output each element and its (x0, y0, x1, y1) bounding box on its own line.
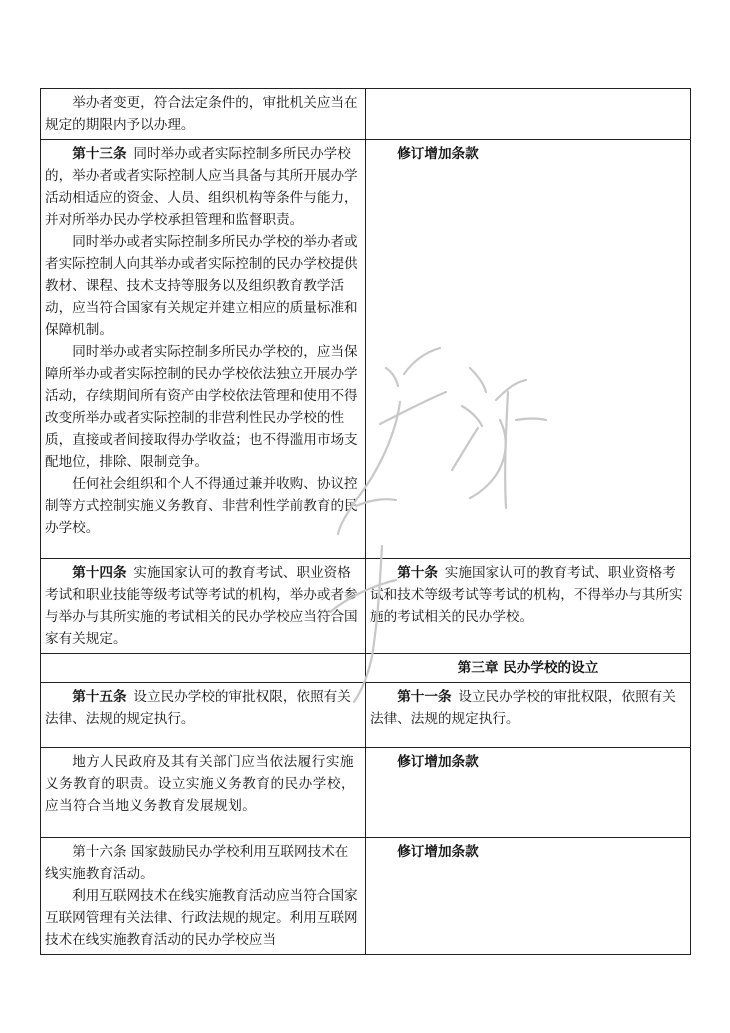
paragraph (370, 562, 686, 628)
table-row (41, 140, 691, 559)
table-row (41, 683, 691, 748)
table-row (41, 89, 691, 140)
amendment-note: 修订增加条款 (397, 146, 479, 162)
article-number: 第十五条 (72, 689, 127, 705)
paragraph: 任何社会组织和个人不得通过兼并收购、协议控制等方式控制实施义务教育、非营利性学前教育的民办学校。 (45, 476, 358, 536)
article-number: 第十一条 (397, 689, 452, 705)
left-cell (41, 838, 366, 955)
left-cell (41, 748, 366, 838)
paragraph: 利用互联网技术在线实施教育活动应当符合国家互联网管理有关法律、行政法规的规定。利用互联网技术在线实施教育活动的民办学校应当 (45, 888, 358, 948)
left-cell (41, 654, 366, 683)
article-number: 第十三条 (72, 146, 127, 162)
left-cell (41, 683, 366, 748)
paragraph: 第十六条 国家鼓励民办学校利用互联网技术在线实施教育活动。 (45, 844, 349, 882)
paragraph-text: 同时举办或者实际控制多所民办学校的，举办者或者实际控制人应当具备与其所开展办学活动相适应的资金、人员、组织机构等条件与能力，并对所举办民办学校承担管理和监督职责。 (45, 146, 358, 228)
right-cell (366, 140, 691, 559)
left-cell (41, 89, 366, 140)
table-row (41, 748, 691, 838)
right-cell (366, 748, 691, 838)
left-cell (41, 559, 366, 654)
paragraph (370, 686, 686, 730)
article-number: 第十条 (397, 565, 438, 581)
right-cell (366, 683, 691, 748)
paragraph (45, 562, 361, 650)
amendment-note: 修订增加条款 (397, 754, 479, 770)
right-cell (366, 838, 691, 955)
paragraph-text: 实施国家认可的教育考试、职业资格考试和技术等级考试等考试的机构，不得举办与其所实施的考试相关的民办学校。 (370, 565, 683, 625)
paragraph (45, 143, 361, 231)
paragraph-text: 实施国家认可的教育考试、职业资格考试和职业技能等级考试等考试的机构，举办或者参与举办与其所实施的考试相关的民办学校应当符合国家有关规定。 (45, 565, 358, 647)
paragraph: 地方人民政府及其有关部门应当依法履行实施义务教育的职责。设立实施义务教育的民办学校，应当符合当地义务教育发展规划。 (45, 754, 356, 814)
right-cell (366, 89, 691, 140)
paragraph-text: 设立民办学校的审批权限，依照有关法律、法规的规定执行。 (45, 689, 351, 727)
paragraph-text: 设立民办学校的审批权限，依照有关法律、法规的规定执行。 (370, 689, 676, 727)
table-row (41, 559, 691, 654)
comparison-table (40, 88, 691, 955)
table-row (41, 838, 691, 955)
paragraph: 同时举办或者实际控制多所民办学校的，应当保障所举办或者实际控制的民办学校依法独立开展办学活动，存续期间所有资产由学校依法管理和使用不得改变所举办或者实际控制的非营利性民办学校的性质，直接或者间接取得办学收益；也不得滥用市场支配地位，排除、限制竞争。 (45, 344, 358, 470)
table-row (41, 654, 691, 683)
article-number: 第十四条 (72, 565, 127, 581)
right-cell (366, 559, 691, 654)
paragraph: 举办者变更，符合法定条件的，审批机关应当在规定的期限内予以办理。 (45, 95, 358, 133)
paragraph (45, 686, 361, 730)
paragraph: 同时举办或者实际控制多所民办学校的举办者或者实际控制人向其举办或者实际控制的民办学校提供教材、课程、技术支持等服务以及组织教育教学活动，应当符合国家有关规定并建立相应的质量标准和保障机制。 (45, 234, 358, 338)
amendment-note: 修订增加条款 (397, 844, 479, 860)
chapter-heading: 第三章 民办学校的设立 (366, 654, 691, 683)
left-cell (41, 140, 366, 559)
